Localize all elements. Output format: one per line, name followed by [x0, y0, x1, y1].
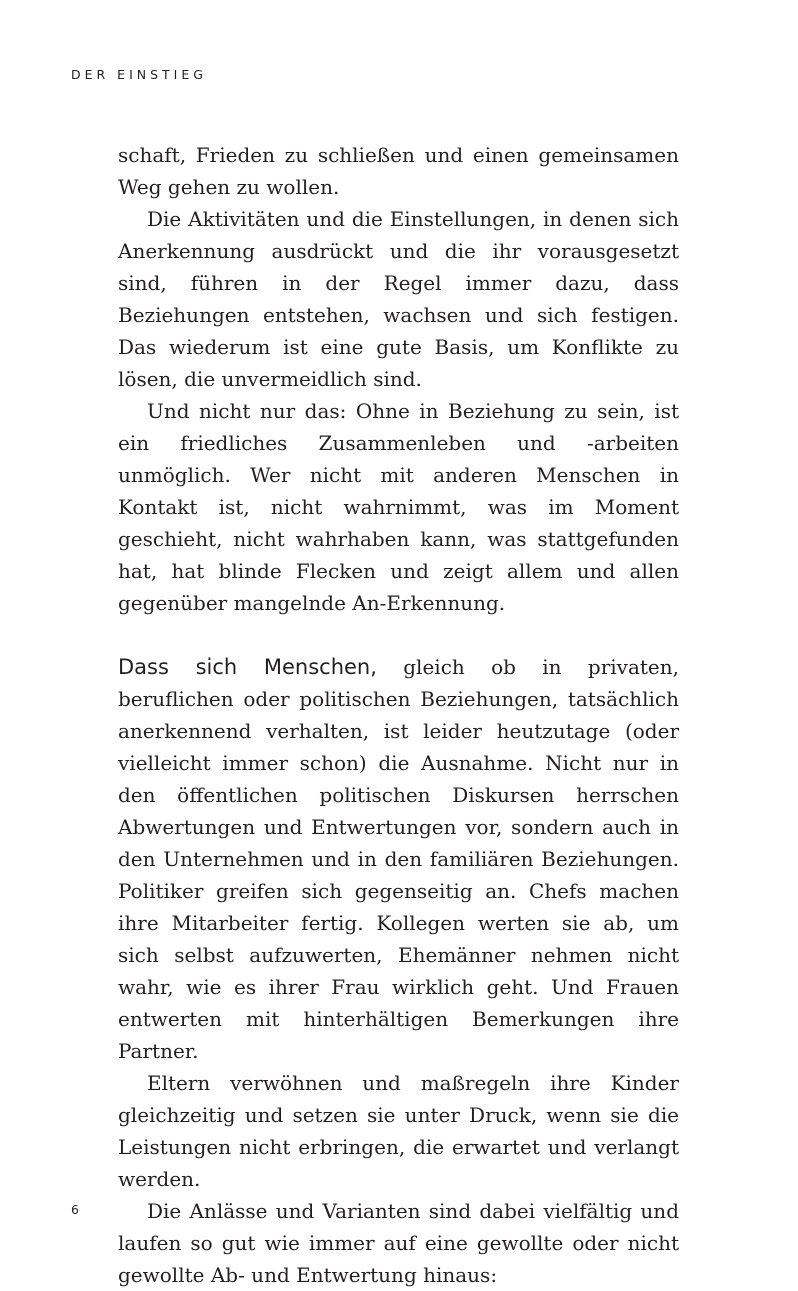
page-number: 6 [71, 1202, 79, 1217]
paragraph: Eltern verwöhnen und maßregeln ihre Kinder gleichzeitig und setzen sie unter Druck, wenn sie die Leistungen nicht erbringen, die erwartet und verlangt werden. [118, 1071, 679, 1191]
paragraph: Die Anlässe und Varianten sind dabei vielfältig und laufen so gut wie immer auf eine gewollte oder nicht gewollte Ab- und Entwertung hinaus: [118, 1199, 679, 1287]
paragraph: Und nicht nur das: Ohne in Beziehung zu sein, ist ein friedliches Zusammenleben und -arbeiten unmöglich. Wer nicht mit anderen Menschen in Kontakt ist, nicht wahrnimmt, was im Moment geschieht, nicht wahrhaben kann, was stattgefunden hat, hat blinde Flecken und zeigt allem und allen gegenüber mangelnde An-Erkennung. [118, 399, 679, 615]
section-lead-in: Dass sich Menschen, [118, 655, 377, 679]
paragraph: schaft, Frieden zu schließen und einen gemeinsamen Weg gehen zu wollen. [118, 143, 679, 199]
body-text [118, 139, 679, 1291]
running-head: DER EINSTIEG [71, 67, 207, 82]
paragraph-text: gleich ob in privaten, beruflichen oder politischen Beziehungen, tatsächlich anerkennend verhalten, ist leider heutzutage (oder vielleicht immer schon) die Ausnahme. Nicht nur in den öffentlichen politischen Diskursen herrschen Abwertungen und Entwertungen vor, sondern auch in den Unternehmen und in den familiären Beziehungen. Politiker greifen sich gegenseitig an. Chefs machen ihre Mitarbeiter fertig. Kollegen werten sie ab, um sich selbst aufzuwerten, Ehemänner nehmen nicht wahr, wie es ihrer Frau wirklich geht. Und Frauen entwerten mit hinterhältigen Bemerkungen ihre Partner. [118, 655, 679, 1063]
section-first-paragraph [118, 651, 679, 1067]
paragraph: Die Aktivitäten und die Einstellungen, in denen sich Anerkennung ausdrückt und die ihr vorausgesetzt sind, führen in der Regel immer dazu, dass Beziehungen entstehen, wachsen und sich festigen. Das wiederum ist eine gute Basis, um Konflikte zu lösen, die unvermeidlich sind. [118, 207, 679, 391]
section-break [118, 619, 679, 651]
